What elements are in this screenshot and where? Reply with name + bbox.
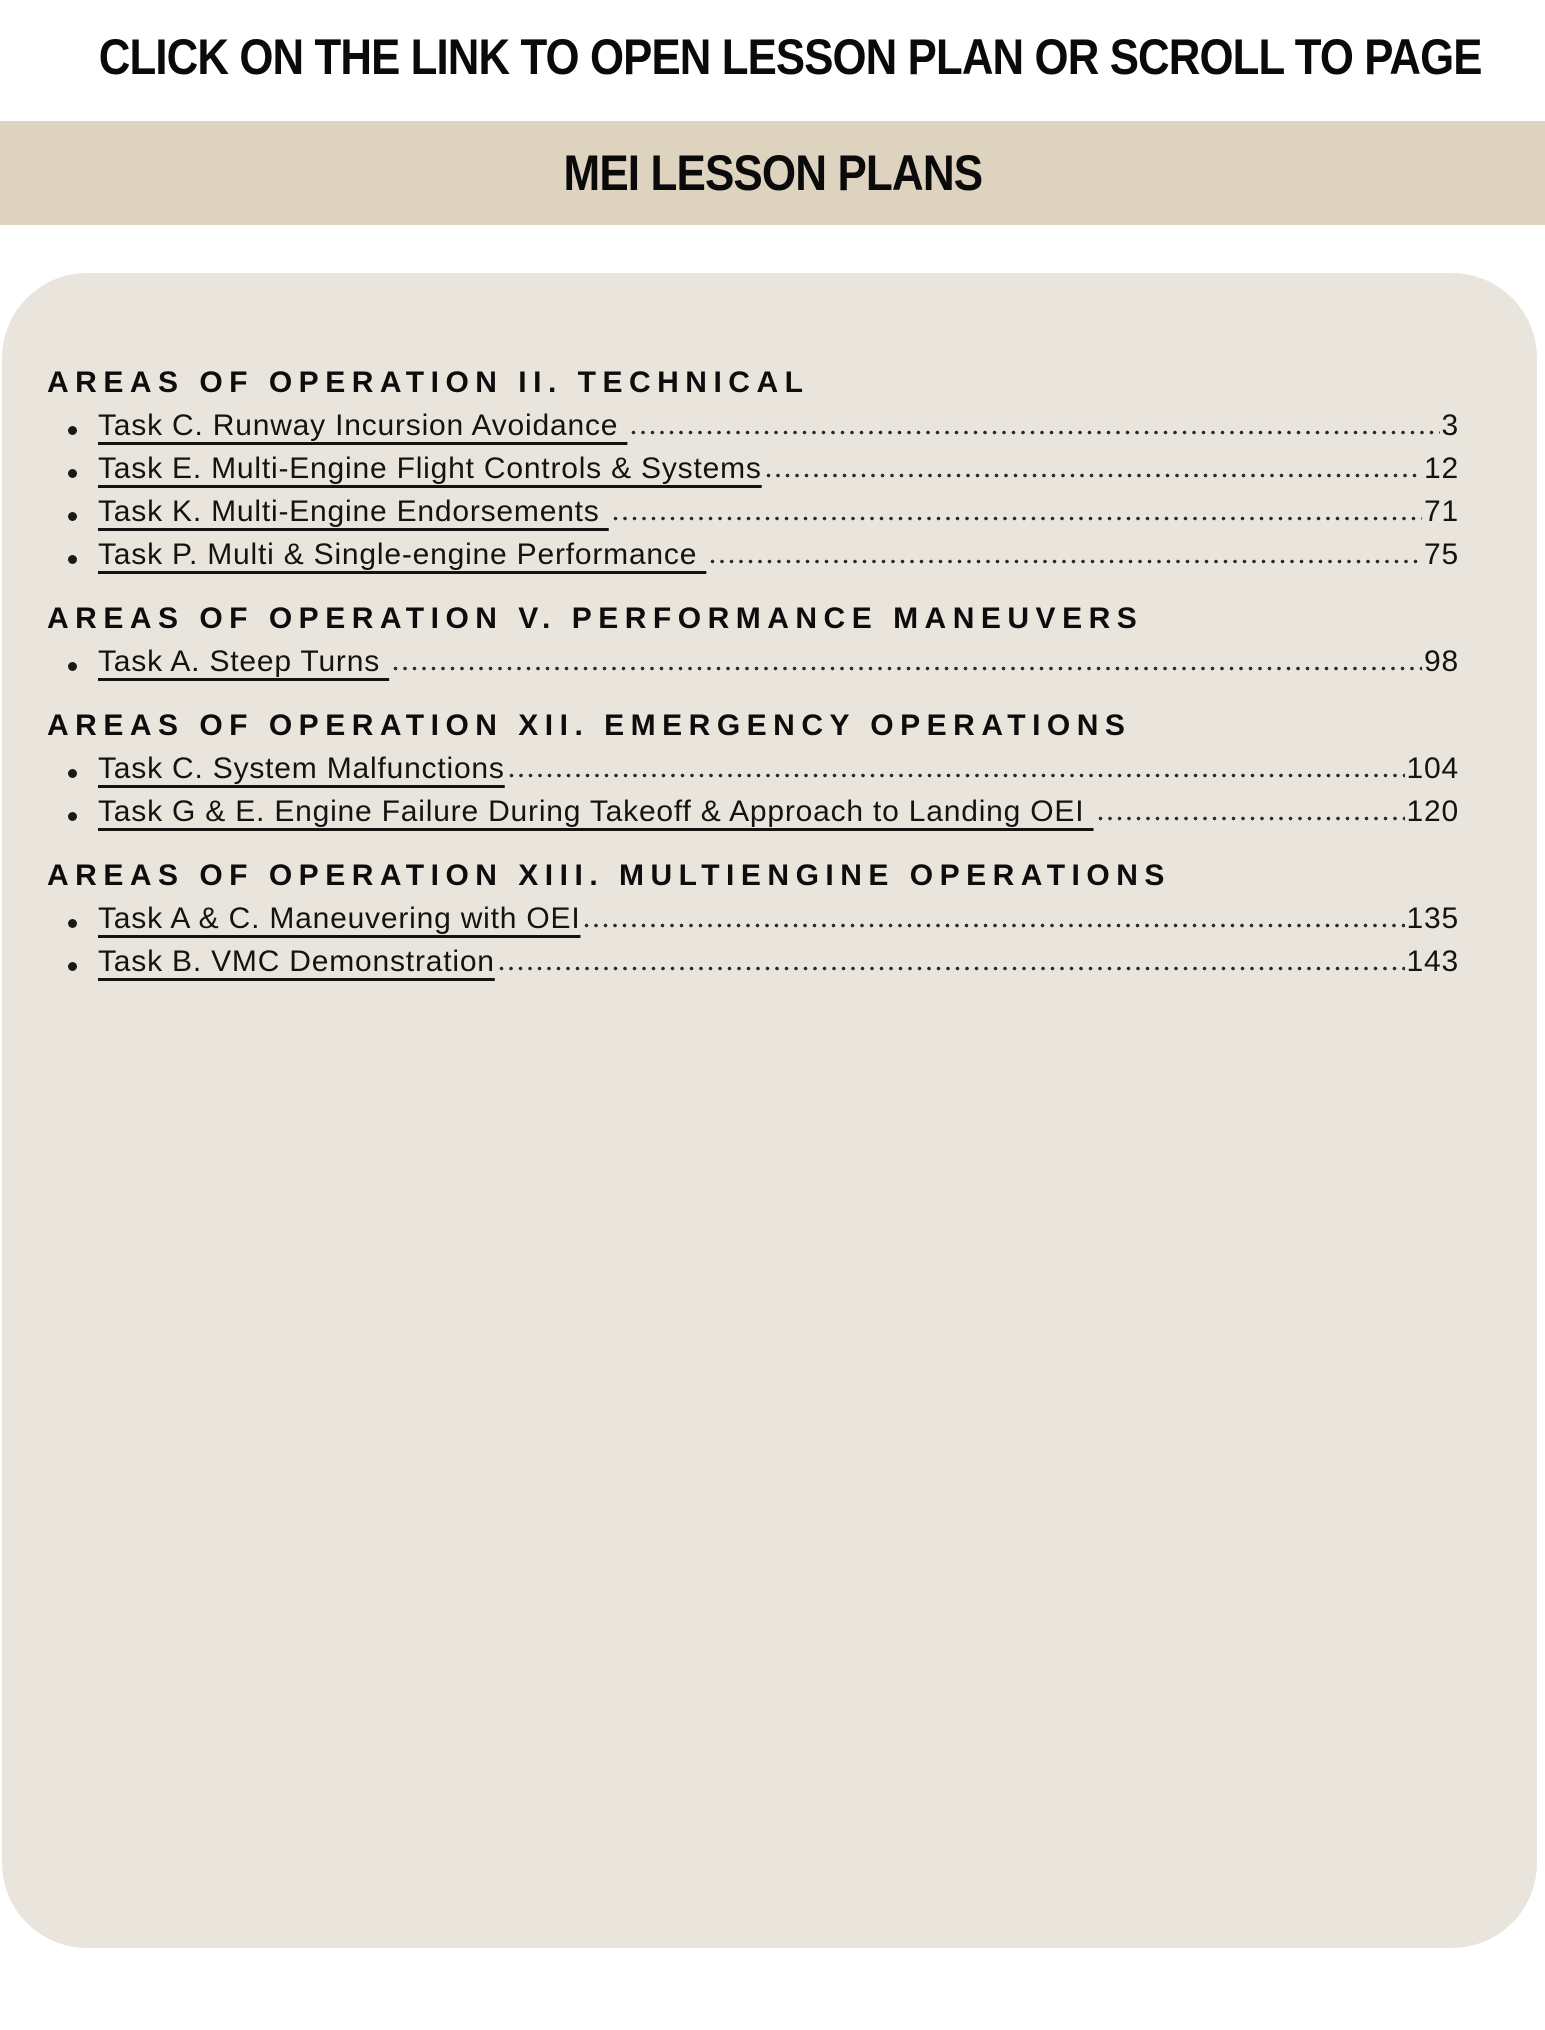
page-number: 3 (1441, 409, 1459, 442)
toc-link[interactable] (98, 897, 580, 940)
toc-section (47, 704, 1459, 833)
bullet-icon (68, 919, 77, 928)
toc-list (47, 404, 1459, 576)
bullet-icon (68, 512, 77, 521)
bullet-icon (68, 469, 77, 478)
toc-item (47, 490, 1459, 533)
page-instruction-heading (0, 30, 1545, 85)
toc-item (47, 790, 1459, 833)
toc-link-label[interactable]: Task A. Steep Turns (98, 645, 390, 678)
toc-link-label[interactable]: Task K. Multi-Engine Endorsements (98, 495, 609, 528)
page-number: 98 (1424, 645, 1459, 678)
section-heading: AREAS OF OPERATION XIII. MULTIENGINE OPERATIONS (47, 859, 1171, 892)
toc-link-label[interactable]: Task E. Multi-Engine Flight Controls & Systems (98, 452, 762, 485)
toc-item (47, 640, 1459, 683)
toc-link[interactable] (98, 747, 505, 790)
toc-link[interactable] (98, 790, 1094, 833)
page-number: 135 (1406, 902, 1459, 935)
toc-link-label[interactable]: Task P. Multi & Single-engine Performance (98, 538, 707, 571)
toc-list (47, 897, 1459, 983)
section-heading: AREAS OF OPERATION XII. EMERGENCY OPERATIONS (47, 709, 1132, 742)
lesson-plan-toc (2, 273, 1537, 1948)
dot-leader (1096, 816, 1405, 821)
toc-link[interactable] (98, 490, 609, 533)
toc-link-label[interactable]: Task B. VMC Demonstration (98, 945, 495, 978)
toc-link-label[interactable]: Task G & E. Engine Failure During Takeoff & Approach to Landing OEI (98, 795, 1094, 828)
page-number: 120 (1406, 795, 1459, 828)
dot-leader (708, 559, 1422, 564)
toc-link[interactable] (98, 640, 389, 683)
toc-section (47, 854, 1459, 983)
page-number: 71 (1424, 495, 1459, 528)
toc-link-label[interactable]: Task C. Runway Incursion Avoidance (98, 409, 628, 442)
section-heading: AREAS OF OPERATION V. PERFORMANCE MANEUVERS (47, 602, 1144, 635)
bullet-icon (68, 769, 77, 778)
title-banner (0, 121, 1545, 225)
page-instruction-text: CLICK ON THE LINK TO OPEN LESSON PLAN OR SCROLL TO PAGE (98, 29, 1482, 85)
toc-section (47, 361, 1459, 576)
toc-item (47, 447, 1459, 490)
toc-link[interactable] (98, 447, 762, 490)
dot-leader (582, 923, 1404, 928)
toc-link[interactable] (98, 940, 495, 983)
toc-link[interactable] (98, 404, 627, 447)
toc-list (47, 747, 1459, 833)
bullet-icon (68, 426, 77, 435)
page-number: 12 (1424, 452, 1459, 485)
toc-list (47, 640, 1459, 683)
toc-section (47, 597, 1459, 683)
dot-leader (497, 966, 1405, 971)
bullet-icon (68, 962, 77, 971)
dot-leader (611, 516, 1422, 521)
dot-leader (764, 473, 1422, 478)
bullet-icon (68, 662, 77, 671)
dot-leader (629, 430, 1439, 435)
toc-link-label[interactable]: Task C. System Malfunctions (98, 752, 505, 785)
toc-item (47, 747, 1459, 790)
page-number: 104 (1406, 752, 1459, 785)
section-heading: AREAS OF OPERATION II. TECHNICAL (47, 366, 810, 399)
toc-item (47, 940, 1459, 983)
dot-leader (507, 773, 1405, 778)
page-number: 143 (1406, 945, 1459, 978)
bullet-icon (68, 555, 77, 564)
toc-item (47, 897, 1459, 940)
toc-link[interactable] (98, 533, 706, 576)
bullet-icon (68, 812, 77, 821)
page-number: 75 (1424, 538, 1459, 571)
toc-item (47, 533, 1459, 576)
banner-title: MEI LESSON PLANS (563, 145, 982, 201)
dot-leader (391, 666, 1422, 671)
toc-link-label[interactable]: Task A & C. Maneuvering with OEI (98, 902, 581, 935)
toc-item (47, 404, 1459, 447)
